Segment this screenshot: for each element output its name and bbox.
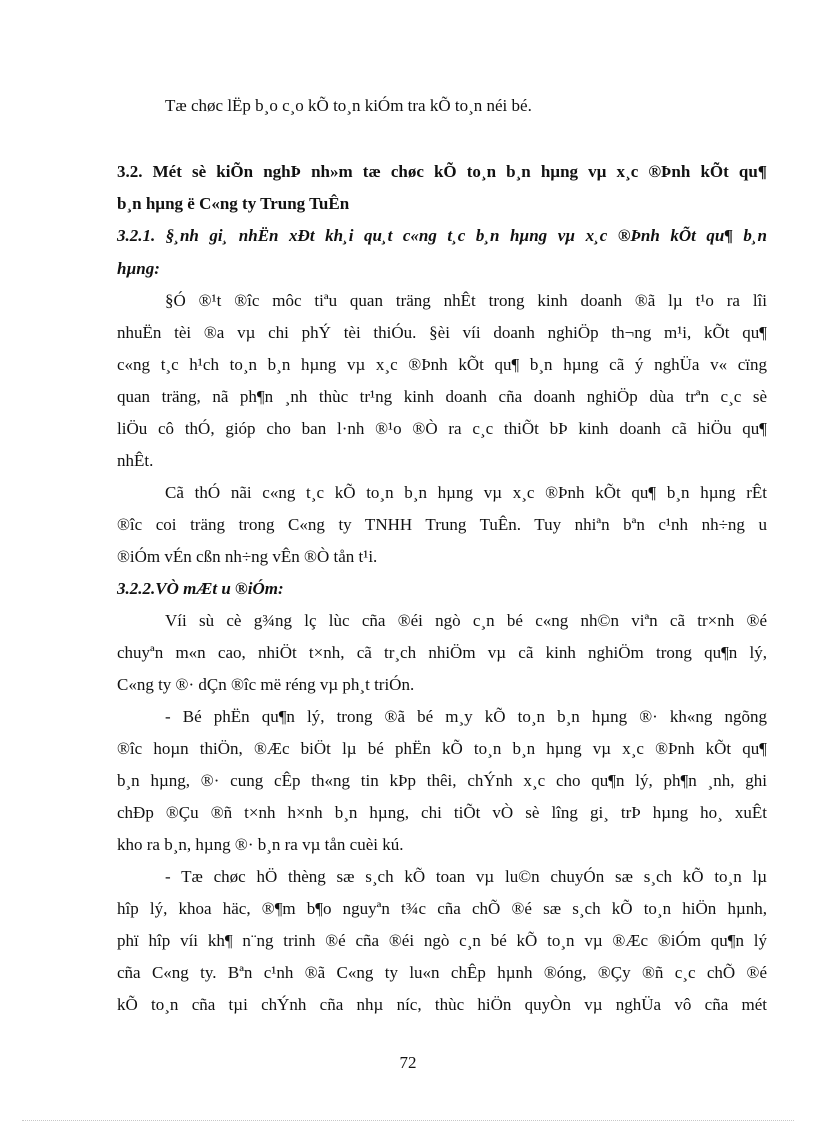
subsection-heading-cont: hµng: xyxy=(117,259,160,278)
page-number: 72 xyxy=(399,1053,417,1072)
paragraph-line: - Bé phËn qu¶n lý, trong ®ã bé m¸y kÕ to¸n b¸n hµng ®· kh«ng ngõng xyxy=(165,707,767,726)
paragraph-line: Cã thÓ nãi c«ng t¸c kÕ to¸n b¸n hµng vµ x¸c ®Þnh kÕt qu¶ b¸n hµng rÊt xyxy=(165,483,767,502)
paragraph-line: §Ó ®¹t ®îc môc tiªu quan träng nhÊt trong kinh doanh ®ã lµ t¹o ra lîi xyxy=(165,291,767,310)
paragraph-line: hîp lý, khoa häc, ®¶m b¶o nguyªn t¾c cña chÕ ®é sæ s¸ch kÕ to¸n hiÖn hµnh, xyxy=(117,899,767,918)
paragraph-line: - Tæ chøc hÖ thèng sæ s¸ch kÕ toan vµ lu©n chuyÓn sæ s¸ch kÕ to¸n lµ xyxy=(165,867,767,886)
subsection-heading: 3.2.1. §¸nh gi¸ nhËn xÐt kh¸i qu¸t c«ng t¸c b¸n hµng vµ x¸c ®Þnh kÕt qu¶ b¸n xyxy=(117,226,767,245)
text-line: Tæ chøc lËp b¸o c¸o kÕ to¸n kiÓm tra kÕ to¸n néi bé. xyxy=(165,96,532,115)
paragraph-line: quan träng, nã ph¶n ¸nh thùc tr¹ng kinh doanh cña doanh nghiÖp dùa trªn c¸c sè xyxy=(117,387,767,406)
paragraph-line: nhuËn tèi ®a vµ chi phÝ tèi thiÓu. §èi víi doanh nghiÖp th¬ng m¹i, kÕt qu¶ xyxy=(117,323,767,342)
paragraph-line: nhÊt. xyxy=(117,451,154,470)
subsection-heading: 3.2.2.VÒ mÆt u ®iÓm: xyxy=(117,579,284,598)
paragraph-line: C«ng ty ®· dÇn ®îc më réng vµ ph¸t triÓn. xyxy=(117,675,415,694)
paragraph-line: ®iÓm vÉn cßn nh÷ng vÊn ®Ò tån t¹i. xyxy=(117,547,378,566)
section-heading-cont: b¸n hµng ë C«ng ty Trung TuÊn xyxy=(117,194,350,213)
page-bottom-border xyxy=(22,1120,794,1121)
paragraph-line: chuyªn m«n cao, nhiÖt t×nh, cã tr¸ch nhiÖm vµ cã kinh nghiÖm trong qu¶n lý, xyxy=(117,643,767,662)
paragraph-line: ®îc hoµn thiÖn, ®Æc biÖt lµ bé phËn kÕ to¸n b¸n hµng vµ x¸c ®Þnh kÕt qu¶ xyxy=(117,739,767,758)
paragraph-line: Víi sù cè g¾ng lç lùc cña ®éi ngò c¸n bé c«ng nh©n viªn cã tr×nh ®é xyxy=(165,611,767,630)
paragraph-line: cña C«ng ty. Bªn c¹nh ®ã C«ng ty lu«n chÊp hµnh ®óng, ®Çy ®ñ c¸c chÕ ®é xyxy=(117,963,767,982)
paragraph-line: ®îc coi träng trong C«ng ty TNHH Trung TuÊn. Tuy nhiªn bªn c¹nh nh÷ng u xyxy=(117,515,767,534)
paragraph-line: phï hîp víi kh¶ n¨ng trinh ®é cña ®éi ngò c¸n bé kÕ to¸n vµ ®Æc ®iÓm qu¶n lý xyxy=(117,931,767,950)
paragraph-line: kÕ to¸n cña tµi chÝnh cña nhµ níc, thùc hiÖn quyÒn vµ nghÜa vô cña mét xyxy=(117,995,767,1014)
paragraph-line: kho ra b¸n, hµng ®· b¸n ra vµ tån cuèi kú. xyxy=(117,835,404,854)
section-heading: 3.2. Mét sè kiÕn nghÞ nh»m tæ chøc kÕ to¸n b¸n hµng vµ x¸c ®Þnh kÕt qu¶ xyxy=(117,162,767,181)
paragraph-line: c«ng t¸c h¹ch to¸n b¸n hµng vµ x¸c ®Þnh kÕt qu¶ b¸n hµng cã ý nghÜa v« cïng xyxy=(117,355,767,374)
paragraph-line: b¸n hµng, ®· cung cÊp th«ng tin kÞp thêi, chÝnh x¸c cho qu¶n lý, ph¶n ¸nh, ghi xyxy=(117,771,767,790)
paragraph-line: liÖu cô thÓ, gióp cho ban l·nh ®¹o ®Ò ra c¸c thiÕt bÞ kinh doanh cã hiÖu qu¶ xyxy=(117,419,767,438)
paragraph-line: chÐp ®Çu ®ñ t×nh h×nh b¸n hµng, chi tiÕt vÒ sè lîng gi¸ trÞ hµng ho¸ xuÊt xyxy=(117,803,767,822)
